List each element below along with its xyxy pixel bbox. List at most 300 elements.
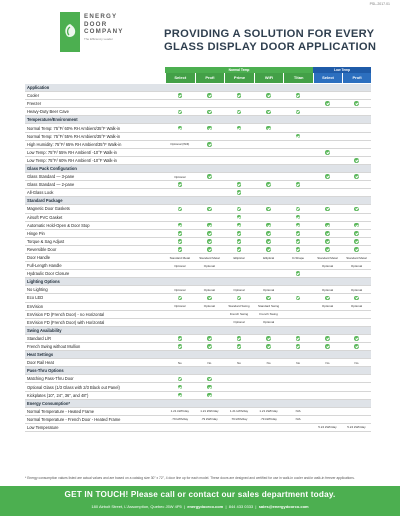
document-code: PSL-2017.01 (369, 2, 390, 6)
checkmark-icon (178, 336, 183, 341)
table-cell (224, 156, 254, 164)
table-cell (195, 92, 225, 100)
table-cell (195, 132, 225, 140)
checkmark-icon (178, 231, 183, 236)
table-cell (224, 262, 254, 270)
table-row (25, 392, 371, 400)
table-cell (342, 213, 371, 221)
row-label: Torque & Sag Adjust (27, 238, 65, 244)
checkmark-icon (207, 296, 212, 301)
row-label: Cooler (27, 93, 40, 99)
table-cell (342, 375, 371, 383)
table-cell (195, 213, 225, 221)
row-label: Glass Standard — 2-pane (27, 182, 75, 188)
table-cell (342, 391, 371, 399)
checkmark-icon (178, 393, 183, 398)
col-header-titan: Titan (283, 73, 313, 83)
table-cell: 5.24 kWh/day (318, 425, 337, 430)
checkmark-icon (237, 223, 242, 228)
checkmark-icon (237, 182, 242, 187)
row-label: Eco LED (27, 295, 44, 301)
row-label: Normal Temp: 75°F/ 55% RH Ambient/35°F Walk-in (27, 133, 121, 139)
table-cell (165, 189, 195, 197)
checkmark-icon (207, 207, 212, 212)
checkmark-icon (237, 336, 242, 341)
table-cell (342, 294, 371, 302)
table-cell (313, 148, 342, 156)
table-cell (283, 294, 313, 302)
group-low-temp: Low Temp (313, 67, 371, 73)
table-cell (254, 100, 284, 108)
table-cell (165, 100, 195, 108)
table-cell (165, 156, 195, 164)
table-cell: N/A (295, 417, 301, 422)
table-cell: Optional (174, 263, 186, 268)
checkmark-icon (325, 150, 330, 155)
checkmark-icon (325, 174, 330, 179)
checkmark-icon (354, 223, 359, 228)
checkmark-icon (325, 223, 330, 228)
table-cell (224, 108, 254, 116)
footer-email[interactable]: sales@energydoorco.com (258, 504, 309, 509)
low-column-headers (313, 73, 371, 83)
table-cell (313, 221, 342, 229)
table-cell (313, 407, 342, 415)
table-cell: Optional (321, 263, 334, 268)
checkmark-icon (178, 247, 183, 252)
row-label: Matching Pass-Thru Door (27, 376, 74, 382)
table-cell (283, 148, 313, 156)
checkmark-icon (354, 101, 359, 106)
table-cell (313, 124, 342, 132)
table-cell (313, 270, 342, 278)
table-cell (195, 100, 225, 108)
row-label: Low Temp: 75°F/ 60% RH Ambient/ -10°F Walk-in (27, 157, 117, 163)
checkmark-icon (325, 101, 330, 106)
checkmark-icon (296, 231, 301, 236)
checkmark-icon (296, 207, 301, 212)
table-cell (254, 245, 284, 253)
table-cell (165, 391, 195, 399)
table-cell (224, 140, 254, 148)
table-cell (165, 181, 195, 189)
table-cell (165, 294, 195, 302)
checkmark-icon (207, 239, 212, 244)
checkmark-icon (178, 296, 183, 301)
checkmark-icon (178, 344, 183, 349)
table-cell: Optional (233, 287, 245, 292)
checkmark-icon (266, 239, 271, 244)
footer-banner (0, 486, 400, 516)
table-cell (342, 221, 371, 229)
row-label: All-Glass Look (27, 190, 54, 196)
table-cell (342, 156, 371, 164)
section-label: Application (27, 85, 50, 91)
table-cell (224, 213, 254, 221)
table-row (25, 343, 371, 351)
row-label: Standard L/R (27, 335, 52, 341)
checkmark-icon (325, 239, 330, 244)
table-cell: Optional (262, 287, 275, 292)
checkmark-icon (237, 344, 242, 349)
table-cell (195, 148, 225, 156)
table-cell (254, 181, 284, 189)
table-cell (195, 383, 225, 391)
top-strip (0, 0, 400, 8)
col-header-low-profi: Profi (342, 73, 371, 83)
table-cell (313, 181, 342, 189)
row-label: EnVision (27, 303, 44, 309)
table-cell (313, 100, 342, 108)
section-label: Lighting Options (27, 279, 60, 285)
table-cell (195, 156, 225, 164)
table-cell (313, 391, 342, 399)
checkmark-icon (178, 126, 183, 131)
row-label: Low Temperature (27, 424, 59, 430)
table-cell (283, 156, 313, 164)
checkmark-icon (354, 336, 359, 341)
table-cell: Elliptical (233, 255, 245, 260)
row-label: Airsoft PVC Gasket (27, 214, 63, 220)
table-cell: Elliptical (263, 255, 275, 260)
checkmark-icon (207, 223, 212, 228)
checkmark-icon (296, 344, 301, 349)
table-cell (342, 270, 371, 278)
spec-table (25, 84, 371, 432)
table-cell (313, 92, 342, 100)
table-cell (283, 173, 313, 181)
table-cell (224, 189, 254, 197)
checkmark-icon (237, 247, 242, 252)
footer-contact: 180 Airbolt Street, L'Assomption, Quebec J5W 4P5 | energydoorco.com | 844 433 0333 | sales@energydoorco.com (91, 504, 309, 509)
table-cell (195, 391, 225, 399)
table-cell (224, 148, 254, 156)
table-cell: French Swing (229, 312, 249, 317)
checkmark-icon (207, 336, 212, 341)
table-cell (313, 108, 342, 116)
table-cell (283, 318, 313, 326)
table-cell (283, 375, 313, 383)
table-cell (283, 124, 313, 132)
row-label: Normal Temp: 75°F/ 60% RH Ambient/35°F Walk-in (27, 125, 121, 131)
table-cell (342, 148, 371, 156)
table-cell (224, 334, 254, 342)
table-cell (283, 286, 313, 294)
section-label: Temperature/Environment (27, 117, 78, 123)
table-cell (342, 343, 371, 351)
checkmark-icon (178, 377, 183, 382)
table-cell: Optional (203, 304, 215, 309)
table-cell (254, 270, 284, 278)
checkmark-icon (207, 126, 212, 131)
checkmark-icon (266, 223, 271, 228)
energy-footnote: * Energy consumption values listed are actual values and are based on a catalog size 30" x 72", 4 door line up for each model. These doors are designed and certified for use in walk-in cooler and/or walk-in freezer applications. (25, 476, 355, 480)
checkmark-icon (266, 207, 271, 212)
table-cell (165, 383, 195, 391)
checkmark-icon (266, 247, 271, 252)
table-cell (254, 229, 284, 237)
table-cell (313, 375, 342, 383)
checkmark-icon (237, 190, 242, 195)
checkmark-icon (237, 296, 242, 301)
table-cell (254, 92, 284, 100)
table-cell (224, 270, 254, 278)
row-label: Full-Length Handle (27, 263, 62, 269)
table-cell (254, 383, 284, 391)
checkmark-icon (178, 110, 183, 115)
table-cell (313, 189, 342, 197)
table-cell: Optional (174, 174, 186, 179)
table-cell (342, 189, 371, 197)
table-cell (254, 423, 284, 431)
row-label: Door Rail Heat (27, 360, 54, 366)
table-cell (342, 173, 371, 181)
row-label: Glass Standard — 3-pane (27, 174, 75, 180)
table-cell (165, 148, 195, 156)
table-cell (195, 205, 225, 213)
checkmark-icon (354, 174, 359, 179)
checkmark-icon (354, 247, 359, 252)
checkmark-icon (325, 231, 330, 236)
checkmark-icon (354, 231, 359, 236)
checkmark-icon (237, 215, 242, 220)
checkmark-icon (178, 223, 183, 228)
table-cell (195, 318, 225, 326)
checkmark-icon (266, 182, 271, 187)
row-label: Magnetic Door Gaskets (27, 206, 70, 212)
table-cell: Optional (321, 304, 334, 309)
section-label: Glass Pack Configuration (27, 165, 77, 171)
checkmark-icon (325, 247, 330, 252)
table-cell (195, 343, 225, 351)
table-cell (254, 108, 284, 116)
table-cell (283, 262, 313, 270)
table-cell: Optional (174, 304, 186, 309)
table-cell (283, 140, 313, 148)
company-logo (60, 12, 124, 52)
logo-line-1: ENERGY (84, 13, 118, 20)
table-cell (283, 205, 313, 213)
checkmark-icon (296, 182, 301, 187)
col-header-low-select: Select (313, 73, 342, 83)
checkmark-icon (207, 385, 212, 390)
checkmark-icon (237, 207, 242, 212)
section-label: Energy Consumption* (27, 400, 70, 406)
checkmark-icon (266, 93, 271, 98)
checkmark-icon (354, 239, 359, 244)
logo-tagline: The Efficiency Leader (84, 36, 113, 41)
checkmark-icon (296, 239, 301, 244)
checkmark-icon (266, 110, 271, 115)
table-cell (254, 213, 284, 221)
table-cell (254, 221, 284, 229)
table-cell (195, 270, 225, 278)
table-cell (165, 132, 195, 140)
row-label: Low Temp: 75°F/ 55% RH Ambient/ -10°F Walk-in (27, 149, 117, 155)
table-cell (254, 156, 284, 164)
table-cell (313, 343, 342, 351)
table-row (25, 424, 371, 432)
table-cell: Optional (203, 287, 215, 292)
table-cell (254, 124, 284, 132)
table-cell: No (237, 360, 241, 365)
table-cell (195, 189, 225, 197)
table-cell (283, 343, 313, 351)
page-headline (164, 28, 394, 54)
table-cell: Optional (350, 304, 363, 309)
table-cell (342, 407, 371, 415)
table-cell (195, 173, 225, 181)
table-cell (254, 375, 284, 383)
checkmark-icon (296, 93, 301, 98)
checkmark-icon (266, 231, 271, 236)
table-cell (165, 205, 195, 213)
col-header-prime: Prime (224, 73, 254, 83)
table-cell (165, 213, 195, 221)
checkmark-icon (207, 344, 212, 349)
checkmark-icon (354, 158, 359, 163)
table-cell (224, 229, 254, 237)
checkmark-icon (237, 93, 242, 98)
logo-wordmark (84, 13, 144, 41)
table-cell (283, 237, 313, 245)
row-label: Freezer (27, 101, 42, 107)
table-cell (195, 334, 225, 342)
checkmark-icon (354, 344, 359, 349)
checkmark-icon (207, 393, 212, 398)
table-cell (283, 108, 313, 116)
section-label: Standard Package (27, 198, 63, 204)
group-normal-temp: Normal Temp (165, 67, 313, 73)
checkmark-icon (178, 207, 183, 212)
section-label: Pass-Thru Options (27, 368, 64, 374)
table-cell (165, 108, 195, 116)
table-cell (165, 229, 195, 237)
col-header-wifi: WiFi (254, 73, 284, 83)
table-cell (342, 310, 371, 318)
checkmark-icon (266, 336, 271, 341)
table-row (25, 270, 371, 278)
table-cell (224, 181, 254, 189)
checkmark-icon (178, 385, 183, 390)
table-cell: Standard Metal (317, 255, 338, 260)
checkmark-icon (296, 215, 301, 220)
table-cell (283, 423, 313, 431)
table-cell (224, 221, 254, 229)
checkmark-icon (296, 223, 301, 228)
table-row (25, 157, 371, 165)
col-header-profi: Profi (195, 73, 225, 83)
table-cell (195, 237, 225, 245)
table-cell (313, 415, 342, 423)
table-cell: Optional (321, 287, 334, 292)
table-cell (224, 124, 254, 132)
table-cell (195, 375, 225, 383)
row-label: Door Handle (27, 255, 50, 261)
section-label: Heat Settings (27, 352, 54, 358)
table-cell (283, 92, 313, 100)
table-cell (313, 213, 342, 221)
checkmark-icon (325, 207, 330, 212)
checkmark-icon (207, 377, 212, 382)
table-cell: Optional (262, 320, 275, 325)
table-cell (254, 391, 284, 399)
table-cell (342, 108, 371, 116)
table-cell: 1.21 kWh/day (229, 409, 249, 414)
table-cell: No (354, 360, 359, 365)
table-cell (224, 237, 254, 245)
table-cell (165, 318, 195, 326)
table-cell (342, 237, 371, 245)
row-label: Normal Temperature - French Door - Heated Frame (27, 416, 121, 422)
table-cell: No (177, 360, 182, 365)
checkmark-icon (207, 231, 212, 236)
table-cell (165, 343, 195, 351)
table-cell (313, 237, 342, 245)
table-cell: Optional (350, 287, 363, 292)
table-cell (224, 92, 254, 100)
footer-phone[interactable]: 844 433 0333 (228, 504, 254, 509)
table-cell (195, 124, 225, 132)
table-cell (224, 205, 254, 213)
row-label: Hinge Pin (27, 230, 45, 236)
checkmark-icon (296, 134, 301, 139)
table-cell (313, 173, 342, 181)
table-cell: N/A (295, 409, 301, 414)
footer-address: 180 Airbolt Street, L'Assomption, Quebec J5W 4P5 (91, 504, 182, 509)
table-cell (313, 205, 342, 213)
table-cell (195, 181, 225, 189)
table-cell (224, 391, 254, 399)
table-cell: No (207, 360, 212, 365)
table-cell: .79 kWh/day (171, 417, 189, 422)
row-label: Hydraulic Door Closure (27, 271, 70, 277)
table-row (25, 108, 371, 116)
table-cell: Standard Metal (169, 255, 190, 260)
row-label: High Humidity: 75°F/ 65% RH Ambient/35°F Walk-in (27, 141, 122, 147)
table-cell: Optional (174, 287, 186, 292)
table-cell (283, 221, 313, 229)
table-row (25, 319, 371, 327)
table-cell (224, 383, 254, 391)
logo-line-3: COMPANY (84, 28, 124, 36)
table-cell: 1.21 kWh/day (170, 409, 189, 414)
table-cell (342, 383, 371, 391)
table-cell (313, 318, 342, 326)
table-cell (342, 245, 371, 253)
table-cell (165, 124, 195, 132)
table-cell: Standard Metal (346, 255, 367, 260)
table-cell: 5.24 kWh/day (347, 425, 366, 430)
table-cell (254, 343, 284, 351)
table-cell: Standard Metal (199, 255, 220, 260)
table-cell (313, 132, 342, 140)
table-cell (224, 343, 254, 351)
table-cell (342, 100, 371, 108)
table-cell: No (296, 360, 301, 365)
table-row (25, 189, 371, 197)
checkmark-icon (325, 336, 330, 341)
row-label: Automatic Hold-Open & Door Stop (27, 222, 90, 228)
table-cell (254, 148, 284, 156)
table-cell (195, 108, 225, 116)
checkmark-icon (178, 239, 183, 244)
table-cell (283, 245, 313, 253)
table-cell (313, 310, 342, 318)
checkmark-icon (296, 271, 301, 276)
checkmark-icon (325, 344, 330, 349)
footer-website[interactable]: energydoorco.com (187, 504, 224, 509)
